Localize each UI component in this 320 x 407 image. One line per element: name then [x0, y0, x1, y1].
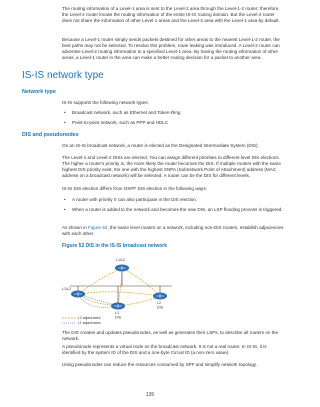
label-left: L1/L2: [62, 287, 71, 291]
paragraph-pseudonode-benefit: Using pseudonodes can reduce the resources consumed by SPF and simplify network topology.: [62, 362, 258, 367]
paragraph-dis-differs: IS-IS DIS election differs from OSPF DIS election in the following ways:: [62, 186, 207, 191]
dis-network-figure: [60, 250, 210, 327]
bullet-p2p: • Point-to-point network, such as PPP and HDLC: [64, 120, 169, 125]
paragraph-routing-info: The routing information of a Level-1 area is sent to the Level-2 area through the Level-1-2 router; therefore, the Level-2 router knows the routing information of the entire IS-IS routing domain. But the Level-2 router does not share the information of other Level-1 areas and the Level-2 area with the Level-1 area by default.: [62, 6, 280, 24]
router-l1-dis: [111, 303, 125, 310]
bullet-broadcast: • Broadcast network, such as Ethernet and Token-Ring: [64, 110, 181, 115]
bullet-dot: •: [64, 120, 66, 125]
legend-l2-label: L2 adjacencies: [78, 316, 101, 321]
bullet-priority-zero: • A router with priority 0 can also participate in the DIS election.: [64, 197, 198, 202]
paragraph-pseudonode-def: A pseudonode represents a virtual node on the broadcast network. It is not a real router. In IS-IS, it is identified by the system ID of the DIS and a one-byte Circuit ID (a non-zero value).: [62, 344, 267, 356]
legend-l1-label: L1 adjacencies: [78, 321, 101, 326]
label-l2: L2: [157, 301, 161, 305]
page-number: 135: [145, 392, 155, 398]
bullet-dot: •: [64, 110, 66, 115]
router-left: [71, 291, 85, 298]
bullet-new-dis: • When a router is added to the network and becomes the new DIS, an LSP flooding process is triggered.: [64, 207, 283, 212]
paragraph-dis-pseudonodes: The DIS creates and updates pseudonodes, as well as generates their LSPs, to describe all routers on the network.: [62, 330, 279, 342]
figure-caption: Figure 52 DIS in the IS-IS broadcast network: [62, 243, 168, 249]
paragraph-route-leaking: Because a Level-1 router simply sends packets destined for other areas to the nearest Level-1-2 router, the best paths may not be selected. To resolve this problem, route leaking was introduced. A Level-2 router can advertise Level-2 routing information to a specified Level-1 area. By having the routing information of other areas, a Level-1 router in the area can make a better routing decision for a packet to another area.: [62, 37, 280, 61]
subsection-title-dis: DIS and pseudonodes: [22, 132, 79, 138]
bullet-dot: •: [64, 197, 66, 202]
label-l1-dis: DIS: [115, 315, 121, 320]
label-l2-dis: DIS: [157, 305, 163, 310]
l2-adjacency-lines: [78, 268, 160, 306]
router-l2-dis: [153, 293, 167, 300]
paragraph-dis-elected: On an IS-IS broadcast network, a router is elected as the Designated Intermediate System (DIS).: [62, 143, 259, 148]
paragraph-network-types-intro: IS-IS supports the following network types:: [62, 100, 149, 105]
label-l1: L1: [115, 311, 119, 315]
paragraph-dis-priority: The Level-1 and Level-2 DISs are elected. You can assign different priorities to different level DIS elections. The higher a router's priority is, the more likely the router becomes the DIS. If multiple routers with the same highest DIS priority exist, the one with the highest SNPA (Subnetwork Point of Attachment) address (MAC address on a broadcast network) will be selected. A router can be the DIS for different levels.: [62, 155, 281, 179]
bullet-dot: •: [64, 207, 66, 212]
subsection-title-network-type: Network type: [22, 89, 56, 95]
label-top: L1/L2: [116, 258, 125, 262]
figure-link[interactable]: Figure 52: [88, 225, 108, 230]
paragraph-figure-ref: As shown in Figure 52, the same level routers on a network, including non-DIS routers, establish adjacencies with each other.: [62, 225, 284, 237]
section-title-isis-network-type: IS-IS network type: [22, 70, 104, 81]
router-top: [115, 265, 129, 272]
